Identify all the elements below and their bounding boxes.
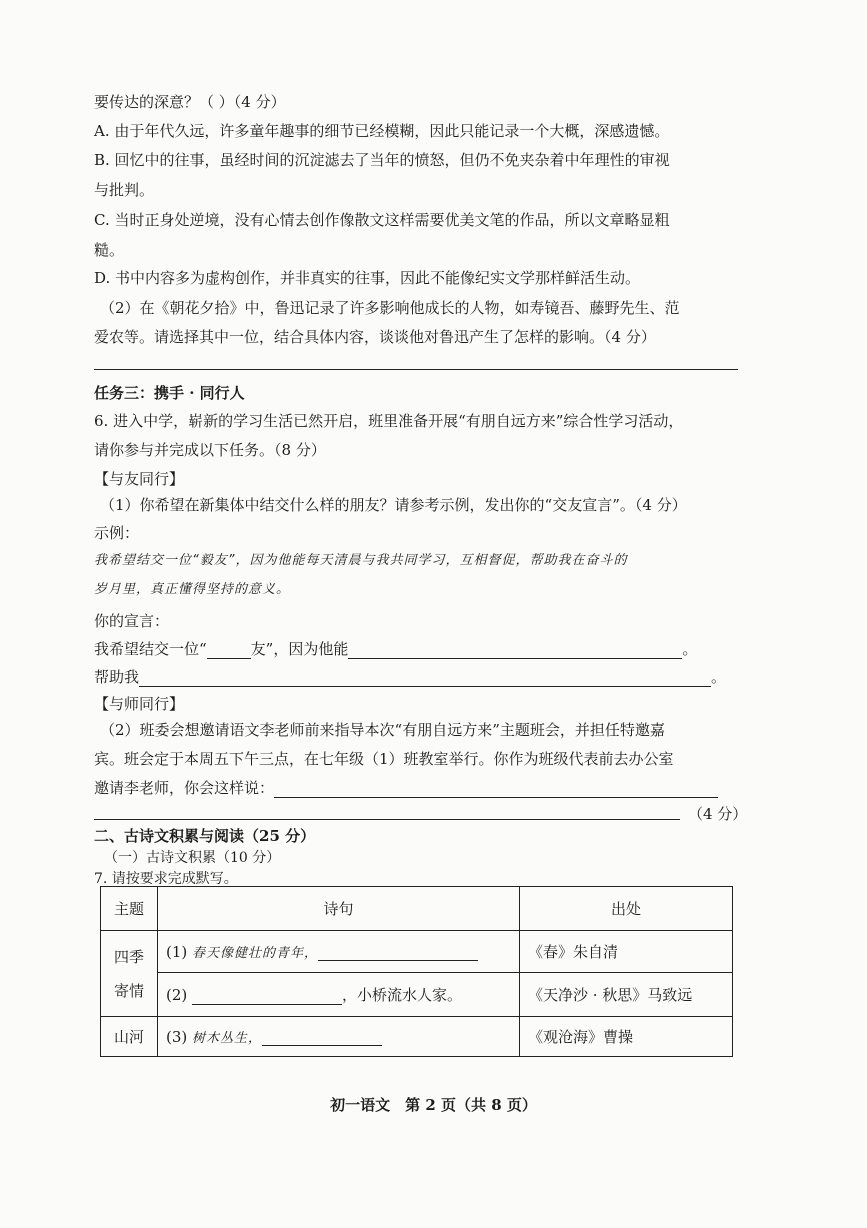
row1-source: 《春》朱自清	[520, 931, 733, 973]
row2-blank[interactable]	[192, 1004, 342, 1005]
answer-line[interactable]	[94, 369, 738, 370]
q5-2-line2: 爱农等。请选择其中一位，结合具体内容，谈谈他对鲁迅产生了怎样的影响。（4 分）	[94, 328, 656, 346]
q5-2-line1: （2）在《朝花夕拾》中，鲁迅记录了许多影响他成长的人物，如寿镜吾、藤野先生、范	[100, 299, 680, 317]
poem-row-1	[158, 931, 520, 973]
q6-line1: 6. 进入中学，崭新的学习生活已然开启，班里准备开展“有朋自远方来”综合性学习活动，	[94, 412, 684, 430]
row3-blank[interactable]	[262, 1045, 382, 1046]
example-line2: 岁月里，真正懂得坚持的意义。	[94, 582, 291, 597]
theme-seasons: 四季 寄情	[101, 931, 158, 1017]
poem-row-3	[158, 1017, 520, 1057]
task3-title: 任务三：携手 · 同行人	[94, 384, 245, 402]
friend-type-blank[interactable]	[207, 658, 251, 659]
declaration-line1: 我希望结交一位“ 友”，因为他能 。	[94, 640, 698, 658]
q5-stem: 要传达的深意？（ ）（4 分）	[94, 93, 286, 111]
section2-sub: （一）古诗文积累（10 分）	[104, 850, 281, 866]
option-d: D. 书中内容多为虚构创作，并非真实的往事，因此不能像纪实文学那样鲜活生动。	[94, 269, 641, 287]
your-declaration-label: 你的宣言：	[94, 612, 170, 630]
option-b-line1: B. 回忆中的往事，虽经时间的沉淀滤去了当年的愤怒，但仍不免夹杂着中年理性的审视	[94, 151, 670, 169]
section2-title: 二、古诗文积累与阅读（25 分）	[94, 827, 316, 845]
header-line: 诗句	[158, 887, 520, 931]
row2-num: (2)	[166, 986, 188, 1004]
invitation-blank[interactable]	[274, 797, 718, 798]
invitation-blank-2[interactable]	[94, 819, 680, 820]
theme-landscape: 山河	[101, 1017, 158, 1057]
teacher-line3	[94, 778, 718, 798]
page-footer: 初一语文 第 2 页（共 8 页）	[330, 1096, 537, 1114]
friend-question: （1）你希望在新集体中结交什么样的朋友？请参考示例，发出你的“交友宣言”。（4 分）	[100, 496, 687, 514]
example-line1: 我希望结交一位“毅友”，因为他能每天清晨与我共同学习，互相督促，帮助我在奋斗的	[94, 553, 628, 568]
option-a: A. 由于年代久远，许多童年趣事的细节已经模糊，因此只能记录一个大概，深感遗憾。	[94, 122, 670, 140]
friend-heading: 【与友同行】	[94, 470, 185, 488]
row1-line: 春天像健壮的青年，	[192, 946, 319, 961]
reason-blank[interactable]	[348, 658, 682, 659]
header-theme: 主题	[101, 887, 158, 931]
teacher-score: （4 分）	[688, 805, 748, 823]
option-c-line2: 糙。	[94, 241, 125, 259]
header-source: 出处	[520, 887, 733, 931]
teacher-line3-text: 邀请李老师，你会这样说：	[94, 779, 275, 797]
row3-line: 树木丛生，	[192, 1031, 263, 1046]
row1-blank[interactable]	[318, 960, 478, 961]
option-c-line1: C. 当时正身处逆境，没有心情去创作像散文这样需要优美文笔的作品，所以文章略显粗	[94, 211, 670, 229]
help-blank[interactable]	[139, 686, 711, 687]
row2-source: 《天净沙 · 秋思》马致远	[520, 973, 733, 1017]
example-label: 示例：	[94, 524, 140, 542]
teacher-heading: 【与师同行】	[94, 695, 185, 713]
q7-prompt: 7. 请按要求完成默写。	[94, 871, 238, 887]
teacher-line1: （2）班委会想邀请语文李老师前来指导本次“有朋自远方来”主题班会，并担任特邀嘉	[100, 721, 665, 739]
teacher-line2: 宾。班会定于本周五下午三点，在七年级（1）班教室举行。你作为班级代表前去办公室	[94, 750, 674, 768]
poem-table	[100, 886, 733, 1057]
declaration-part3: 帮助我	[94, 668, 140, 686]
option-b-line2: 与批判。	[94, 181, 155, 199]
declaration-line2: 帮助我 。	[94, 668, 727, 686]
row3-num: (3)	[166, 1028, 188, 1046]
poem-row-2	[158, 973, 520, 1017]
declaration-part1: 我希望结交一位“	[94, 640, 207, 658]
row3-source: 《观沧海》曹操	[520, 1017, 733, 1057]
declaration-part2: 友”，因为他能	[250, 640, 349, 658]
q6-line2: 请你参与并完成以下任务。（8 分）	[94, 441, 326, 459]
row2-line: ，小桥流水人家。	[342, 986, 463, 1004]
row1-num: (1)	[166, 943, 188, 961]
